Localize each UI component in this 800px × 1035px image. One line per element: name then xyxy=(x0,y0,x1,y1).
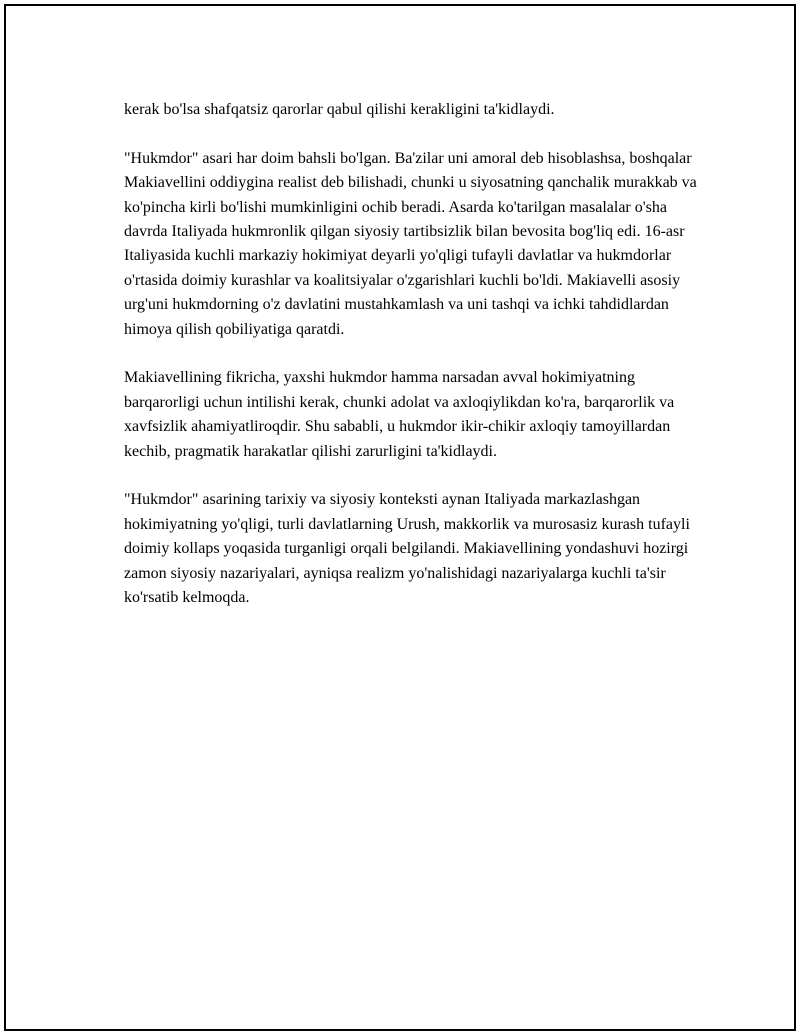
paragraph: kerak bo'lsa shafqatsiz qarorlar qabul qilishi kerakligini ta'kidlaydi. xyxy=(124,101,555,118)
paragraph: "Hukmdor" asari har doim bahsli bo'lgan. Ba'zilar uni amoral deb hisoblashsa, boshqalar Makiavellini oddiygina realist deb bilishadi, chunki u siyosatning qanchalik murakkab va ko'pincha kirli bo'lishi mumkinligini ochib beradi. Asarda ko'tarilgan masalalar o'sha davrda Italiyada hukmronlik qilgan siyosiy tartibsizlik bilan bevosita bog'liq edi. 16-asr Italiyasida kuchli markaziy hokimiyat deyarli yo'qligi tufayli davlatlar va hukmdorlar o'rtasida doimiy kurashlar va koalitsiyalar o'zgarishlari kuchli bo'ldi. Makiavelli asosiy urg'uni hukmdorning o'z davlatini mustahkamlash va uni tashqi va ichki tahdidlardan himoya qilish qobiliyatiga qaratdi. xyxy=(124,149,697,338)
paragraph: "Hukmdor" asarining tarixiy va siyosiy konteksti aynan Italiyada markazlashgan hokimiyatning yo'qligi, turli davlatlarning Urush, makkorlik va murosasiz kurash tufayli doimiy kollaps yoqasida turganligi orqali belgilandi. Makiavellining yondashuvi hozirgi zamon siyosiy nazariyalari, ayniqsa realizm yo'nalishidagi nazariyalarga kuchli ta'sir ko'rsatib kelmoqda. xyxy=(124,491,690,607)
page-frame xyxy=(4,4,796,1031)
paragraph: Makiavellining fikricha, yaxshi hukmdor hamma narsadan avval hokimiyatning barqarorligi uchun intilishi kerak, chunki adolat va axloqiylikdan ko'ra, barqarorlik va xavfsizlik ahamiyatliroqdir. Shu sababli, u hukmdor ikir-chikir axloqiy tamoyillardan kechib, pragmatik harakatlar qilishi zarurligini ta'kidlaydi. xyxy=(124,369,675,460)
document-body xyxy=(124,98,698,635)
